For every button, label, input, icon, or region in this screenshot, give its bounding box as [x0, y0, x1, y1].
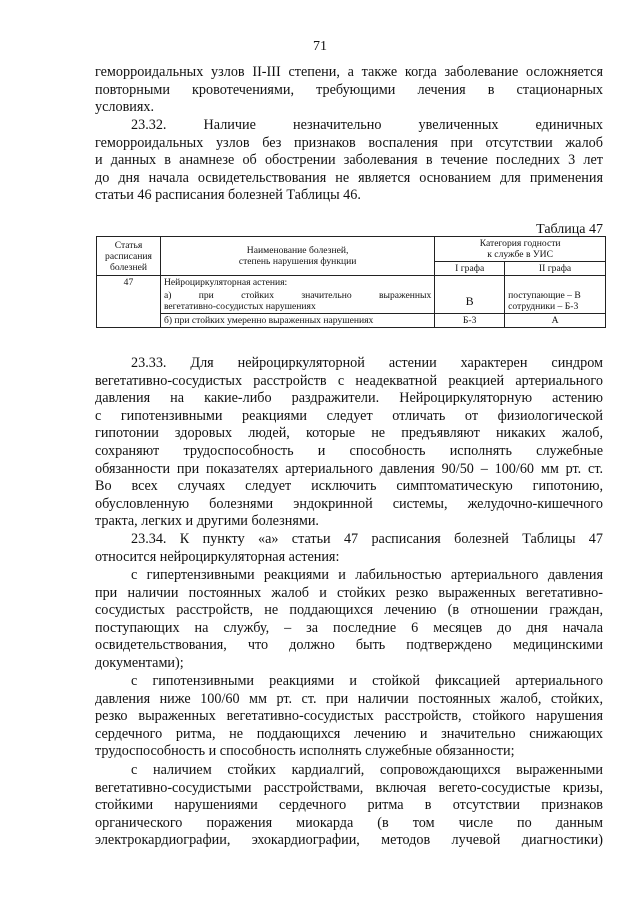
table-row	[97, 289, 606, 314]
list-item	[95, 673, 603, 761]
cell-a-graph-2	[505, 289, 606, 314]
text-line: гипотонии здоровых людей, которые не предъявляют никаких жалоб,	[95, 425, 603, 442]
text-line: с гипотензивными реакциями следует отличать от физиологической	[95, 407, 603, 424]
table-header-row	[97, 237, 606, 262]
cell-empty	[505, 276, 606, 290]
header-text: Статья	[114, 239, 143, 251]
cell-b-graph-1: Б-3	[435, 314, 505, 328]
header-text: Категория годности	[479, 238, 561, 249]
cell-text: а) при стойких значительно выраженных	[163, 290, 432, 301]
text-line: 23.32. Наличие незначительно увеличенных единичных	[131, 117, 603, 133]
paragraph-23-32	[95, 117, 603, 205]
text-line: Во всех случаях следует исключить симптоматическую гипотонию,	[95, 478, 603, 495]
paragraph-23-34	[95, 531, 603, 566]
text-line: при наличии постоянных жалоб и стойких резко выраженных вегетативно-	[95, 584, 603, 601]
cell-empty	[435, 276, 505, 290]
cell-article: 47	[97, 276, 161, 328]
text-line: повторными кровотечениями, требующими лечения в стационарных	[95, 81, 603, 98]
text-line: давления на какие-либо раздражители. Нейроциркуляторную астению	[95, 390, 603, 407]
text-line: 23.33. Для нейроциркуляторной астении характерен синдром	[131, 355, 603, 371]
text-line: органического поражения миокарда (в том числе по данным	[95, 814, 603, 831]
text-line: относится нейроциркуляторная астения:	[95, 548, 340, 565]
header-text: расписания	[105, 250, 152, 262]
text-line: освидетельствования, что должно быть подтверждено медицинскими	[95, 637, 603, 654]
text-line: геморроидальных узлов II-III степени, а также когда заболевание осложняется	[95, 64, 603, 80]
text-line: тракта, легких и другими болезнями.	[95, 513, 319, 530]
text-line: сосудистых расстройств, не поддающихся лечению (в отношении граждан,	[95, 602, 603, 619]
header-text: степень нарушения функции	[238, 256, 357, 267]
header-graph-1: I графа	[435, 262, 505, 276]
text-line: сердечного ритма, не поддающихся лечению и значительно снижающих	[95, 725, 603, 742]
table-row	[97, 314, 606, 328]
header-text: к службе в УИС	[487, 249, 553, 260]
text-line: 23.34. К пункту «а» статьи 47 расписания болезней Таблицы 47	[131, 531, 603, 547]
cell-item-a	[160, 289, 434, 314]
page-number: 71	[313, 39, 327, 54]
text-line: с гипотензивными реакциями и стойкой фиксацией артериального	[131, 673, 603, 689]
cell-text: сотрудники – Б-3	[508, 301, 579, 312]
list-item	[95, 567, 603, 673]
text-line: вегетативно-сосудистыми расстройствами, включая вегето-сосудистые кризы,	[95, 779, 603, 796]
paragraph-23-33	[95, 355, 603, 531]
cell-text: вегетативно-сосудистых нарушениях	[163, 301, 316, 312]
text-line: стойкими нарушениями сердечного ритма в отсутствии признаков	[95, 797, 603, 814]
header-graph-2: II графа	[505, 262, 606, 276]
text-line: и данных в анамнезе об обострении заболевания в течение последних 3 лет	[95, 152, 603, 169]
text-line: документами);	[95, 654, 184, 671]
text-line: резко выраженных вегетативно-сосудистых расстройств, стойкого нарушения	[95, 708, 603, 725]
cell-text: поступающие – В	[508, 290, 581, 301]
text-line: геморроидальных узлов без признаков воспаления при отсутствии жалоб	[95, 134, 603, 151]
header-article	[97, 237, 161, 276]
header-name	[160, 237, 434, 276]
text-line: обусловленную болезнями эндокринной системы, желудочно-кишечного	[95, 495, 603, 512]
text-line: электрокардиографии, эхокардиографии, методов лучевой диагностики)	[95, 832, 603, 849]
text-line: поступающих на службу, – за последние 6 месяцев до дня начала	[95, 619, 603, 636]
cell-title: Нейроциркуляторная астения:	[160, 276, 434, 290]
header-category	[435, 237, 606, 262]
cell-item-b: б) при стойких умеренно выраженных нарушениях	[160, 314, 434, 328]
header-text: Наименование болезней,	[246, 245, 349, 256]
list-item	[95, 762, 603, 850]
table-row	[97, 276, 606, 290]
intro-paragraph	[95, 64, 603, 117]
text-line: обязанности при показателях артериального давления 90/50 – 100/60 мм рт. ст.	[95, 460, 603, 477]
header-text: болезней	[109, 261, 147, 273]
text-line: статьи 46 расписания болезней Таблицы 46.	[95, 187, 361, 204]
text-line: вегетативно-сосудистых расстройств с неадекватной реакцией артериального	[95, 372, 603, 389]
text-line: условиях.	[95, 99, 155, 116]
cell-b-graph-2: А	[505, 314, 606, 328]
text-line: с наличием стойких кардиалгий, сопровождающихся выраженными	[131, 762, 603, 778]
table-caption: Таблица 47	[536, 222, 603, 237]
text-line: трудоспособность и способность исполнять служебные обязанности;	[95, 743, 515, 760]
text-line: давления ниже 100/60 мм рт. ст. при наличии постоянных жалоб, стойких,	[95, 690, 603, 707]
table-47	[96, 236, 606, 328]
text-line: с гипертензивными реакциями и лабильностью артериального давления	[131, 567, 603, 583]
cell-a-graph-1: В	[435, 289, 505, 314]
text-line: до дня начала освидетельствования не является основанием для применения	[95, 169, 603, 186]
text-line: сохраняют трудоспособность и способность исполнять служебные	[95, 442, 603, 459]
